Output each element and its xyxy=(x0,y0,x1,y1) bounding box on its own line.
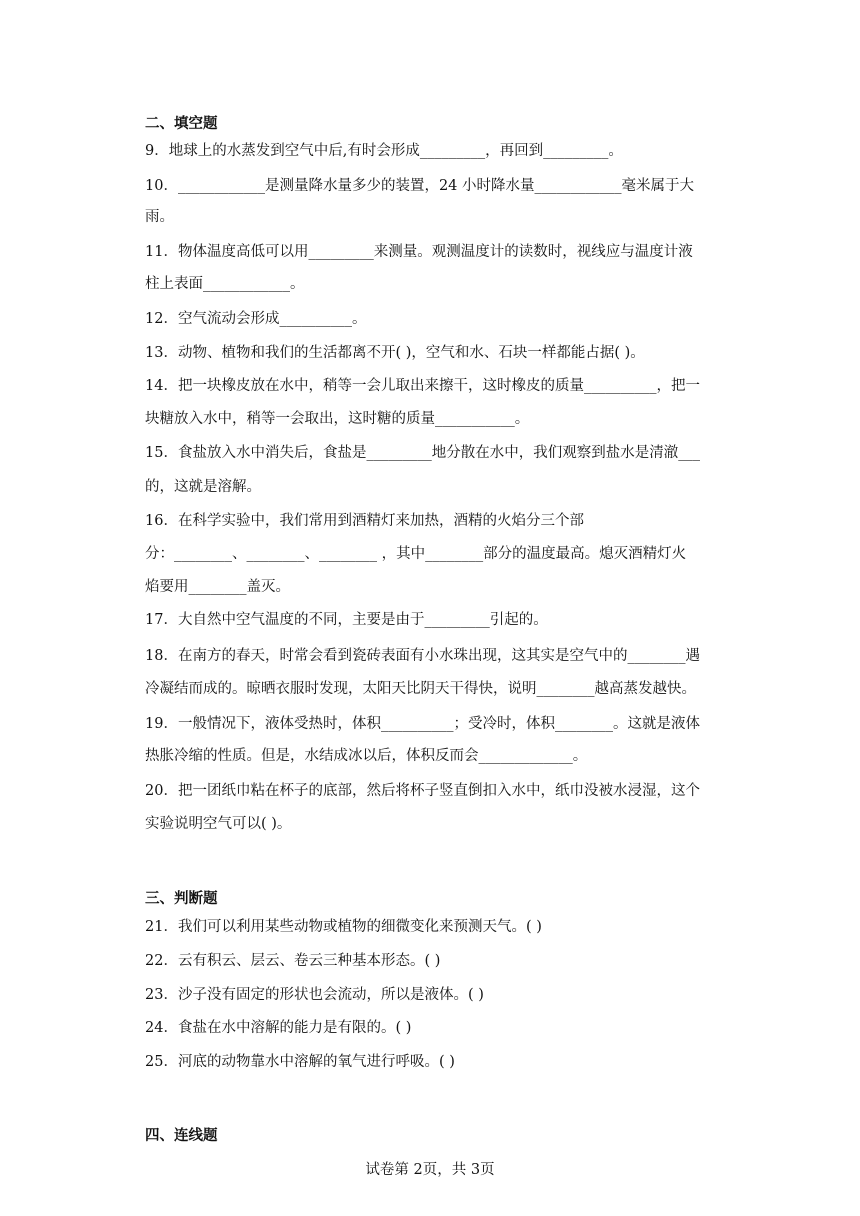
question-line: 实验说明空气可以( )。 xyxy=(145,816,292,832)
question-line: 柱上表面____________。 xyxy=(145,276,305,292)
section-heading-fill-in: 二、填空题 xyxy=(145,116,218,132)
question-line: 13．动物、植物和我们的生活都离不开( )，空气和水、石块一样都能占据( )。 xyxy=(145,345,645,361)
section-heading-true-false: 三、判断题 xyxy=(145,891,218,907)
question-line: 9．地球上的水蒸发到空气中后,有时会形成_________，再回到_________。 xyxy=(145,143,623,159)
question-line: 15．食盐放入水中消失后，食盐是_________地分散在水中，我们观察到盐水是清澈___ xyxy=(145,445,700,461)
question-line: 10．____________是测量降水量多少的装置，24 小时降水量____________毫米属于大 xyxy=(145,178,695,194)
question-line: 24．食盐在水中溶解的能力是有限的。( ) xyxy=(145,1020,412,1036)
question-line: 雨。 xyxy=(145,209,174,225)
question-line: 块糖放入水中，稍等一会取出，这时糖的质量___________。 xyxy=(145,411,530,427)
question-line: 12．空气流动会形成__________。 xyxy=(145,311,367,327)
question-line: 17．大自然中空气温度的不同，主要是由于_________引起的。 xyxy=(145,612,548,628)
question-line: 25．河底的动物靠水中溶解的氧气进行呼吸。( ) xyxy=(145,1054,455,1070)
question-line: 分：________、________、________ ，其中________部分的温度最高。熄灭酒精灯火 xyxy=(145,546,687,562)
section-heading-matching: 四、连线题 xyxy=(145,1128,218,1144)
question-line: 22．云有积云、层云、卷云三种基本形态。( ) xyxy=(145,953,441,969)
question-line: 18．在南方的春天，时常会看到瓷砖表面有小水珠出现，这其实是空气中的________遇 xyxy=(145,648,700,664)
question-line: 16．在科学实验中，我们常用到酒精灯来加热，酒精的火焰分三个部 xyxy=(145,513,584,529)
question-line: 21．我们可以利用某些动物或植物的细微变化来预测天气。( ) xyxy=(145,919,542,935)
page-footer: 试卷第 2页，共 3页 xyxy=(365,1162,495,1178)
question-line: 14．把一块橡皮放在水中，稍等一会儿取出来擦干，这时橡皮的质量__________，把一 xyxy=(145,378,700,394)
question-line: 焰要用________盖灭。 xyxy=(145,579,290,595)
question-line: 19．一般情况下，液体受热时，体积__________；受冷时，体积________。这就是液体 xyxy=(145,716,700,732)
question-line: 23．沙子没有固定的形状也会流动，所以是液体。( ) xyxy=(145,987,484,1003)
question-line: 的，这就是溶解。 xyxy=(145,479,261,495)
question-line: 冷凝结而成的。晾晒衣服时发现，太阳天比阴天干得快，说明________越高蒸发越快。 xyxy=(145,681,696,697)
question-line: 11．物体温度高低可以用_________来测量。观测温度计的读数时，视线应与温度计液 xyxy=(145,244,693,260)
question-line: 20．把一团纸巾粘在杯子的底部，然后将杯子竖直倒扣入水中，纸巾没被水浸湿，这个 xyxy=(145,783,700,799)
question-line: 热胀冷缩的性质。但是，水结成冰以后，体积反而会_____________。 xyxy=(145,748,588,764)
